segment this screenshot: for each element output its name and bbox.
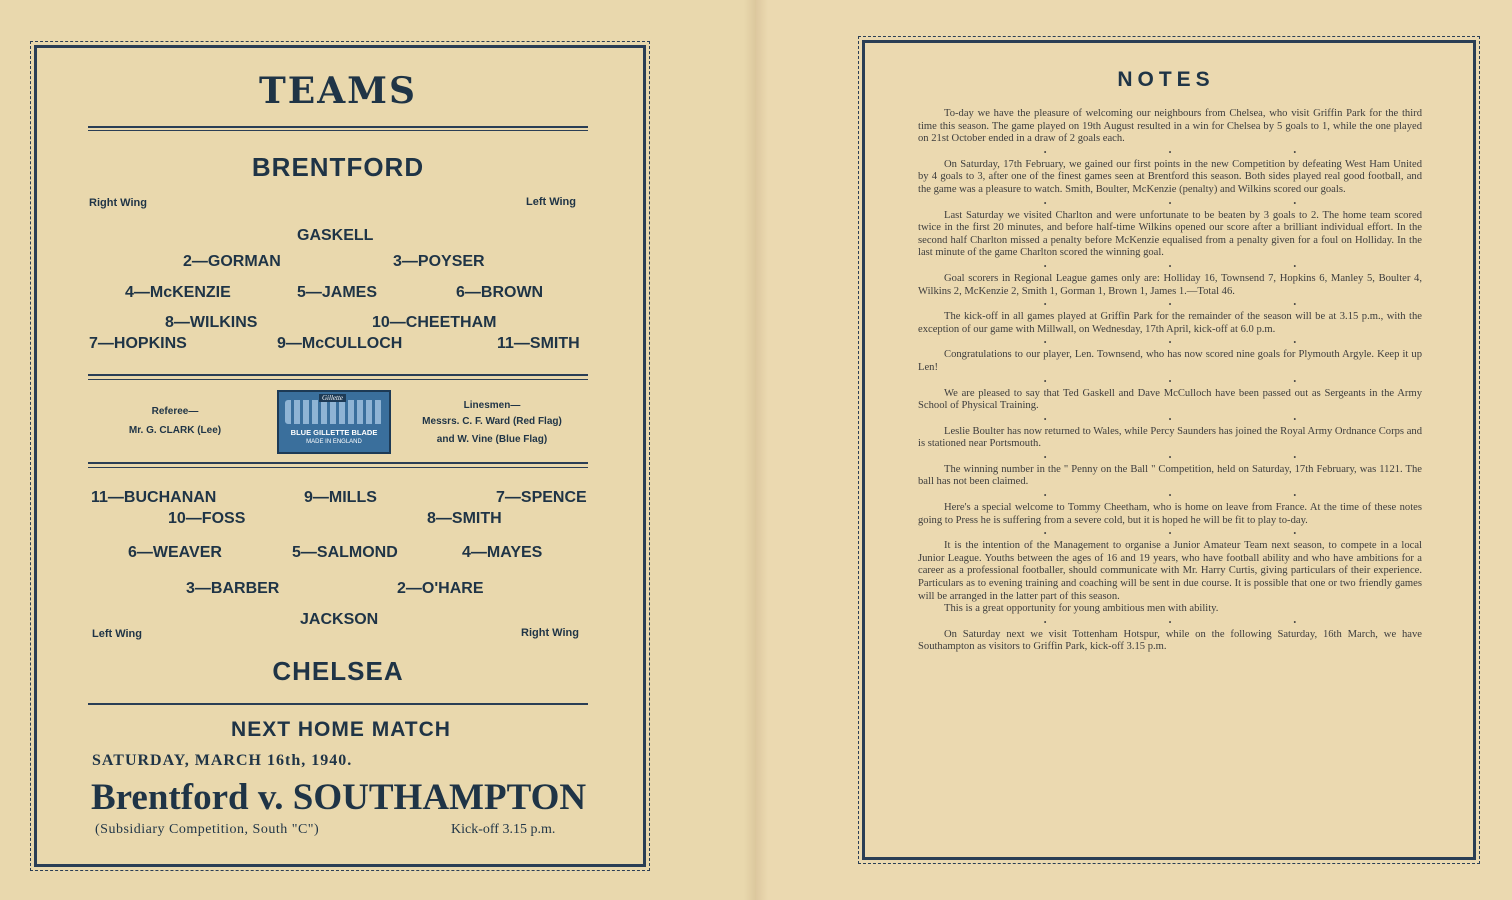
teams-title: TEAMS <box>258 70 417 112</box>
notes-paragraph: On Saturday next we visit Tottenham Hotspur, while on the following Saturday, 16th March, we have Southampton as visitors to Griffin Park, kick-off 3.15 p.m. <box>918 628 1422 653</box>
paragraph-separator: • • • <box>1043 617 1357 627</box>
linesmen-line: Messrs. C. F. Ward (Red Flag) <box>422 416 562 427</box>
paragraph-separator: • • • <box>1043 376 1357 386</box>
paragraph-separator: • • • <box>1043 452 1357 462</box>
notes-paragraph: The kick-off in all games played at Griffin Park for the remainder of the season will be at 3.15 p.m., with the exception of our game with Millwall, on Wednesday, 17th April, kick-off at 6.0 p.m. <box>918 311 1422 335</box>
paragraph-separator: • • • <box>1043 147 1357 157</box>
divider <box>88 130 588 131</box>
notes-paragraph: Last Saturday we visited Charlton and were unfortunate to be beaten by 3 goals to 2. The home team scored twice in the first 20 minutes, and before half-time Wilkins opened our score after a brilliant individual effort. In the second half Charlton missed a penalty before McKenzie equalised from a penalty given for a foul on Holliday. In the last minute of the game Charlton scored the winning goal. <box>918 209 1422 259</box>
notes-paragraph: This is a great opportunity for young ambitious men with ability. <box>944 603 1219 615</box>
paragraph-separator: • • • <box>1043 261 1357 271</box>
home-player: 8—WILKINS <box>165 314 258 331</box>
referee-name: Mr. G. CLARK (Lee) <box>128 425 222 436</box>
notes-paragraph: Congratulations to our player, Len. Townsend, who has now scored nine goals for Plymouth Argyle. Keep it up Len! <box>918 349 1422 373</box>
home-player: 4—McKENZIE <box>125 284 231 301</box>
home-player: 5—JAMES <box>297 284 378 301</box>
away-player: 11—BUCHANAN <box>91 489 217 506</box>
divider <box>88 126 588 128</box>
linesmen-line: and W. Vine (Blue Flag) <box>436 434 548 445</box>
home-player: 2—GORMAN <box>183 253 281 270</box>
home-left-wing-label: Left Wing <box>526 196 576 208</box>
home-club-name: BRENTFORD <box>251 152 425 182</box>
notes-paragraph: Here's a special welcome to Tommy Cheetham, who is home on leave from France. At the time of these notes going to Press he is suffering from a severe cold, but it is hoped he will be fit to play to-day. <box>918 502 1422 526</box>
next-home-match-heading: NEXT HOME MATCH <box>231 718 451 741</box>
away-player: 2—O'HARE <box>397 580 484 597</box>
advert-text: BLUE GILLETTE BLADE <box>290 428 378 437</box>
divider <box>88 374 588 380</box>
home-player: 10—CHEETHAM <box>372 314 497 331</box>
paragraph-separator: • • • <box>1043 414 1357 424</box>
away-right-wing-label: Right Wing <box>521 627 579 639</box>
home-goalkeeper: GASKELL <box>297 227 374 244</box>
next-match-competition: (Subsidiary Competition, South "C") <box>95 822 320 837</box>
notes-title: NOTES <box>1117 68 1215 91</box>
away-player: 6—WEAVER <box>128 544 222 561</box>
notes-paragraph: Goal scorers in Regional League games only are: Holliday 16, Townsend 7, Hopkins 6, Manley 5, Boulter 4, Wilkins 2, McKenzie 2, Smith 1, Gorman 1, Brown 1, James 1.—Total 46. <box>918 272 1422 297</box>
home-player: 11—SMITH <box>497 335 580 352</box>
away-player: 10—FOSS <box>168 510 246 527</box>
razor-blade-icon <box>285 400 383 424</box>
away-club-name: CHELSEA <box>272 656 404 686</box>
away-player: 3—BARBER <box>186 580 280 597</box>
away-goalkeeper: JACKSON <box>300 611 379 628</box>
notes-paragraph: We are pleased to say that Ted Gaskell and Dave McCulloch have been passed out as Sergeants in the Army School of Physical Training. <box>918 387 1422 412</box>
gillette-advert <box>277 390 391 454</box>
away-player: 5—SALMOND <box>292 544 398 561</box>
home-player: 3—POYSER <box>393 253 485 270</box>
away-left-wing-label: Left Wing <box>92 628 142 640</box>
home-player: 7—HOPKINS <box>89 335 187 352</box>
next-match-fixture: Brentford v. SOUTHAMPTON <box>91 777 587 818</box>
home-player: 9—McCULLOCH <box>277 335 403 352</box>
advert-subtext: MADE IN ENGLAND <box>306 439 362 445</box>
next-match-date: SATURDAY, MARCH 16th, 1940. <box>92 752 353 769</box>
page-fold <box>744 0 768 900</box>
paragraph-separator: • • • <box>1043 338 1357 348</box>
notes-paragraph: It is the intention of the Management to organise a Junior Amateur Team next season, to compete in a local Junior League. Youths between the ages of 16 and 19 years, who have football ability and who have ambitions for a career as a professional footballer, should communicate with Mr. Harry Curtis, giving particulars of their experience. Particulars as to evening training and coaching will be sent in due course. It is possible that one or two friendly games will be arranged in the latter part of this season. <box>918 540 1422 602</box>
paragraph-separator: • • • <box>1043 491 1357 501</box>
away-player: 4—MAYES <box>462 544 543 561</box>
gillette-logo: Gillette <box>319 394 346 402</box>
notes-paragraph: On Saturday, 17th February, we gained our first points in the new Competition by defeating West Ham United by 4 goals to 3, after one of the finest games seen at Brentford this season. Both sides played real good football, and the game was a pleasure to watch. Smith, Boulter, McKenzie (penalty) and Wilkins scored our goals. <box>918 158 1422 195</box>
paragraph-separator: • • • <box>1043 198 1357 208</box>
away-player: 8—SMITH <box>427 510 502 527</box>
referee-label: Referee— <box>151 406 199 417</box>
notes-paragraph: The winning number in the " Penny on the Ball " Competition, held on Saturday, 17th February, was 1121. The ball has not been claimed. <box>918 463 1422 488</box>
away-player: 7—SPENCE <box>496 489 587 506</box>
paragraph-separator: • • • <box>1043 529 1357 539</box>
divider <box>88 462 588 468</box>
linesmen-label: Linesmen— <box>463 400 521 411</box>
next-match-kickoff: Kick-off 3.15 p.m. <box>451 822 556 837</box>
home-player: 6—BROWN <box>456 284 544 301</box>
away-player: 9—MILLS <box>304 489 377 506</box>
paragraph-separator: • • • <box>1043 300 1357 310</box>
divider <box>88 703 588 705</box>
notes-paragraph: To-day we have the pleasure of welcoming our neighbours from Chelsea, who visit Griffin Park for the third time this season. The game played on 19th August resulted in a win for Chelsea by 5 goals to 1, while the one played on 21st October ended in a draw of 2 goals each. <box>918 108 1422 145</box>
notes-body <box>918 108 1422 654</box>
notes-paragraph: Leslie Boulter has now returned to Wales, while Percy Saunders has joined the Royal Army Ordnance Corps and is stationed near Portsmouth. <box>918 425 1422 450</box>
home-right-wing-label: Right Wing <box>89 197 147 209</box>
